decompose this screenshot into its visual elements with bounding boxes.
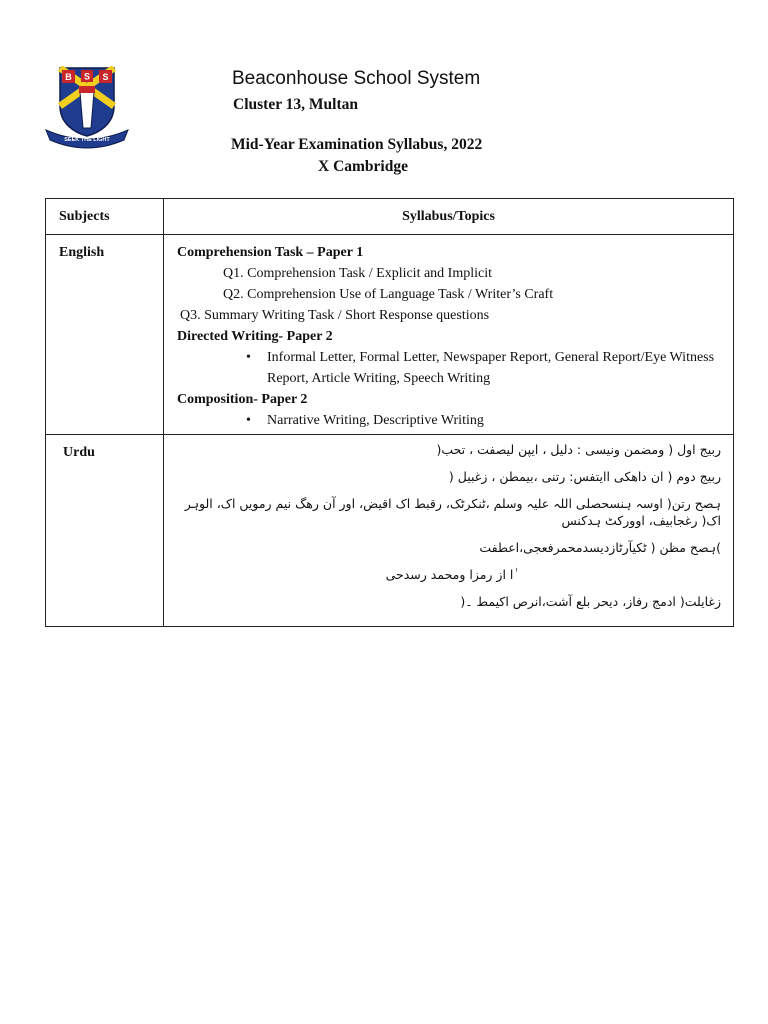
svg-text:S: S — [83, 71, 91, 82]
paper2-title: Directed Writing- Paper 2 — [177, 329, 333, 344]
exam-title: Mid-Year Examination Syllabus, 2022 — [231, 136, 483, 153]
paper2-item: Informal Letter, Formal Letter, Newspaper Report, General Report/Eye Witness Report, Article Writing, Speech Writing — [267, 350, 715, 386]
urdu-topics — [164, 435, 734, 627]
subject-urdu: Urdu — [46, 435, 164, 627]
english-topics — [164, 235, 734, 435]
table-header-row — [46, 199, 734, 235]
composition-item: Narrative Writing, Descriptive Writing — [267, 413, 484, 428]
urdu-line-4: )ہصح مظن ( ٹکیآرٹازدیسدمحمرفعجی،اعطفت — [479, 540, 721, 555]
school-name: Beaconhouse School System — [232, 68, 481, 89]
paper1-title: Comprehension Task – Paper 1 — [177, 245, 364, 260]
svg-text:SEEK THE LIGHT: SEEK THE LIGHT — [64, 137, 110, 143]
urdu-line-3: ہصح رتن( اوسہ ہنسحصلی اللہ علیہ وسلم ،ٹنکرٹک، رقبط اک اقیض، اور آن رھگ نیم رمویں اک، الوہر اک( رغجابیف، اوورکٹ ہدکنس — [184, 496, 721, 528]
question-2: Q2. Comprehension Use of Language Task / Writer’s Craft — [223, 287, 554, 302]
subject-english: English — [46, 235, 164, 435]
list-item — [177, 410, 725, 431]
school-crest-logo — [44, 66, 130, 150]
urdu-line-2: ربیج دوم ( ان داھکی اایتفس: رتنی ،بیمطن ، زغبیل ( — [448, 469, 721, 484]
svg-text:S: S — [102, 72, 109, 82]
class-name: X Cambridge — [318, 158, 408, 175]
cluster-name: Cluster 13, Multan — [233, 96, 359, 113]
urdu-line-5: ٰا از رمزا ومحمد رسدحی — [385, 567, 514, 582]
question-3: Q3. Summary Writing Task / Short Response questions — [180, 308, 490, 323]
composition-title: Composition- Paper 2 — [177, 392, 308, 407]
bullet-icon: • — [246, 413, 251, 428]
bullet-icon: • — [246, 350, 251, 365]
urdu-line-6: زغایلت( ادمج رفاز، دیحر بلع آشت،انرص اکیمط ۔( — [460, 594, 721, 609]
urdu-line-1: ربیج اول ( ومضمن ونیسی : دلیل ، ایپن لیصفت ، تحب( — [436, 442, 721, 457]
question-1: Q1. Comprehension Task / Explicit and Implicit — [223, 266, 493, 281]
table-row-english — [46, 235, 734, 435]
table-row-urdu — [46, 435, 734, 627]
syllabus-table — [45, 198, 734, 627]
header-subjects: Subjects — [46, 199, 164, 235]
svg-text:B: B — [65, 72, 72, 82]
list-item — [177, 347, 725, 389]
header-syllabus-topics: Syllabus/Topics — [164, 199, 734, 235]
